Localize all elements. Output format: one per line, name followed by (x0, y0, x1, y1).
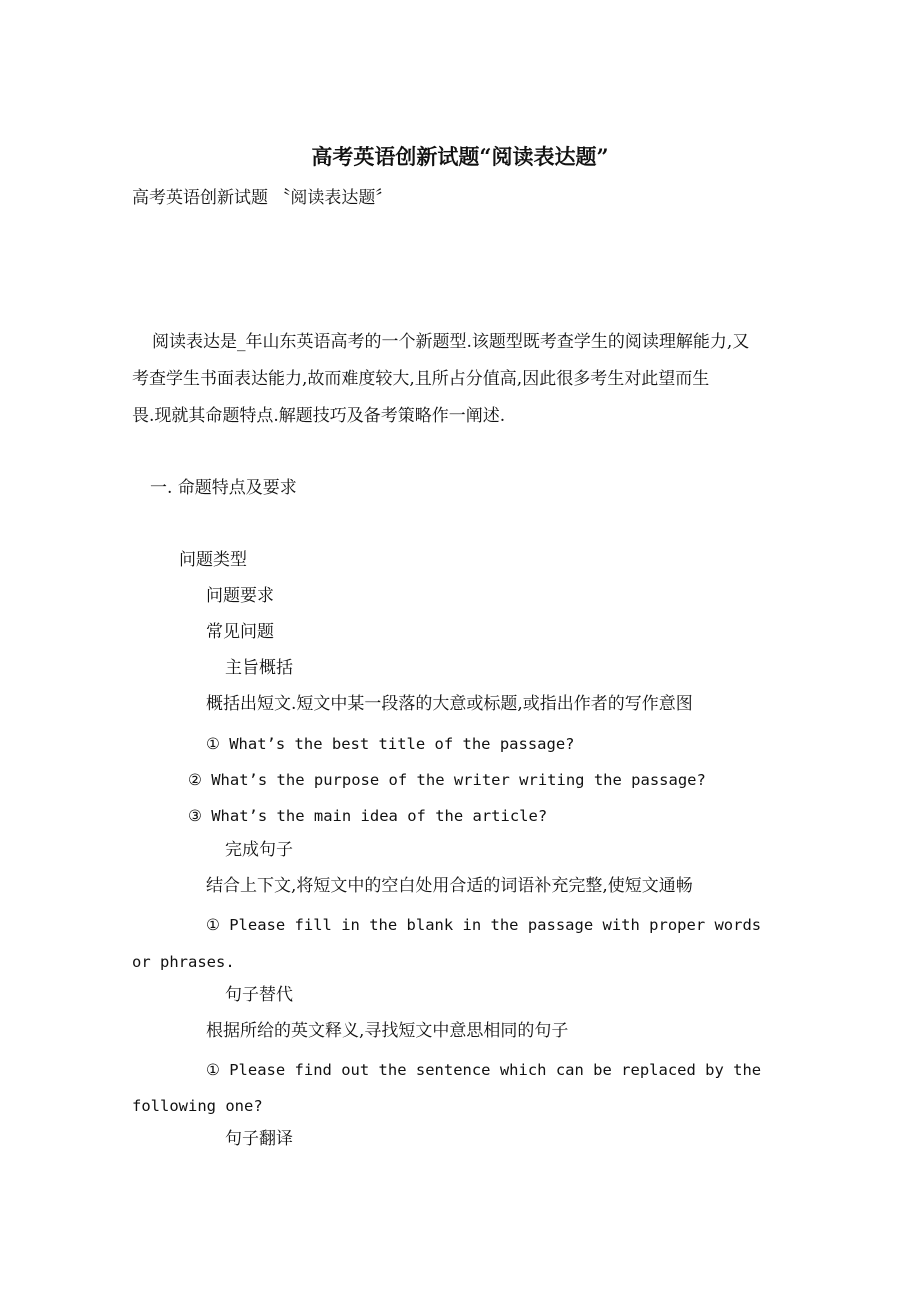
type-name-sentence-translation: 句子翻译 (225, 1129, 293, 1149)
sentence-replacement-question-line-1: ① Please find out the sentence which can be replaced by the (206, 1061, 762, 1079)
column-common-questions: 常见问题 (206, 622, 274, 642)
intro-line-2: 考查学生书面表达能力,故而难度较大,且所占分值高,因此很多考生对此望而生 (132, 369, 710, 389)
section-heading: 一. 命题特点及要求 (150, 478, 297, 498)
column-question-type: 问题类型 (179, 550, 247, 570)
sentence-replacement-question-line-2: following one? (132, 1097, 263, 1115)
type-name-main-idea: 主旨概括 (225, 658, 293, 678)
complete-sentence-question-line-2: or phrases. (132, 953, 235, 971)
main-idea-question-1: ① What’s the best title of the passage? (206, 735, 575, 753)
type-name-complete-sentence: 完成句子 (225, 840, 293, 860)
document-subtitle: 高考英语创新试题 〝阅读表达题〞 (132, 188, 393, 208)
column-question-requirement: 问题要求 (206, 586, 274, 606)
document-title: 高考英语创新试题“阅读表达题” (311, 144, 609, 169)
main-idea-question-3: ③ What’s the main idea of the article? (188, 807, 548, 825)
complete-sentence-question-line-1: ① Please fill in the blank in the passage with proper words (206, 916, 762, 934)
type-requirement-sentence-replacement: 根据所给的英文释义,寻找短文中意思相同的句子 (206, 1021, 569, 1041)
type-requirement-main-idea: 概括出短文.短文中某一段落的大意或标题,或指出作者的写作意图 (206, 694, 693, 714)
intro-line-1: 阅读表达是_年山东英语高考的一个新题型.该题型既考查学生的阅读理解能力,又 (152, 332, 750, 352)
type-requirement-complete-sentence: 结合上下文,将短文中的空白处用合适的词语补充完整,使短文通畅 (206, 876, 693, 896)
intro-line-3: 畏.现就其命题特点.解题技巧及备考策略作一阐述. (132, 406, 506, 426)
type-name-sentence-replacement: 句子替代 (225, 985, 293, 1005)
main-idea-question-2: ② What’s the purpose of the writer writing the passage? (188, 771, 706, 789)
